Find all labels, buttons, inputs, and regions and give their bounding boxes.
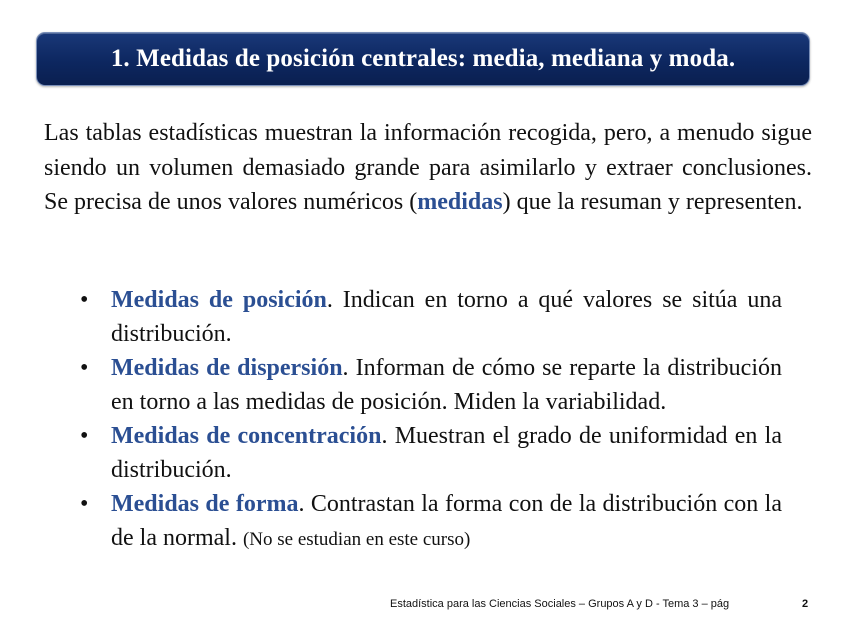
- note-not-studied: (No se estudian en este curso): [242, 529, 471, 550]
- bullet-icon: •: [80, 287, 89, 313]
- term-position: Medidas de posición: [111, 287, 327, 313]
- description-shape: . Contrastan la forma con de la distribución con la de la normal.: [111, 491, 782, 551]
- term-dispersion: Medidas de dispersión: [111, 355, 343, 381]
- intro-paragraph: [44, 116, 812, 220]
- description-position: . Indican en torno a qué valores se sitúa una distribución.: [111, 287, 783, 347]
- bullet-icon: •: [80, 491, 89, 517]
- description-dispersion: . Informan de cómo se reparte la distribución en torno a las medidas de posición. Miden la variabilidad.: [111, 355, 782, 415]
- intro-text-before: Las tablas estadísticas muestran la información recogida, pero, a menudo sigue siendo un volumen demasiado grande para asimilarlo y extraer conclusiones. Se precisa de unos valores numéricos (: [44, 120, 812, 215]
- intro-highlight-term: medidas: [417, 189, 503, 215]
- list-item-concentration: [80, 419, 782, 487]
- bullet-icon: •: [80, 423, 89, 449]
- intro-text-after: ) que la resuman y representen.: [502, 189, 803, 215]
- page-number: 2: [802, 598, 809, 610]
- description-concentration: . Muestran el grado de uniformidad en la distribución.: [111, 423, 782, 483]
- term-shape: Medidas de forma: [111, 491, 299, 517]
- bullet-icon: •: [80, 355, 89, 381]
- slide-footer: Estadística para las Ciencias Sociales – Grupos A y D - Tema 3 – pág: [390, 598, 730, 610]
- term-concentration: Medidas de concentración: [111, 423, 382, 449]
- slide-title-bar: [36, 32, 810, 86]
- slide-title: 1. Medidas de posición centrales: media, mediana y moda.: [110, 45, 736, 72]
- list-item-shape: [80, 487, 782, 557]
- measures-list: [80, 283, 782, 557]
- list-item-dispersion: [80, 351, 782, 419]
- list-item-position: [80, 283, 782, 351]
